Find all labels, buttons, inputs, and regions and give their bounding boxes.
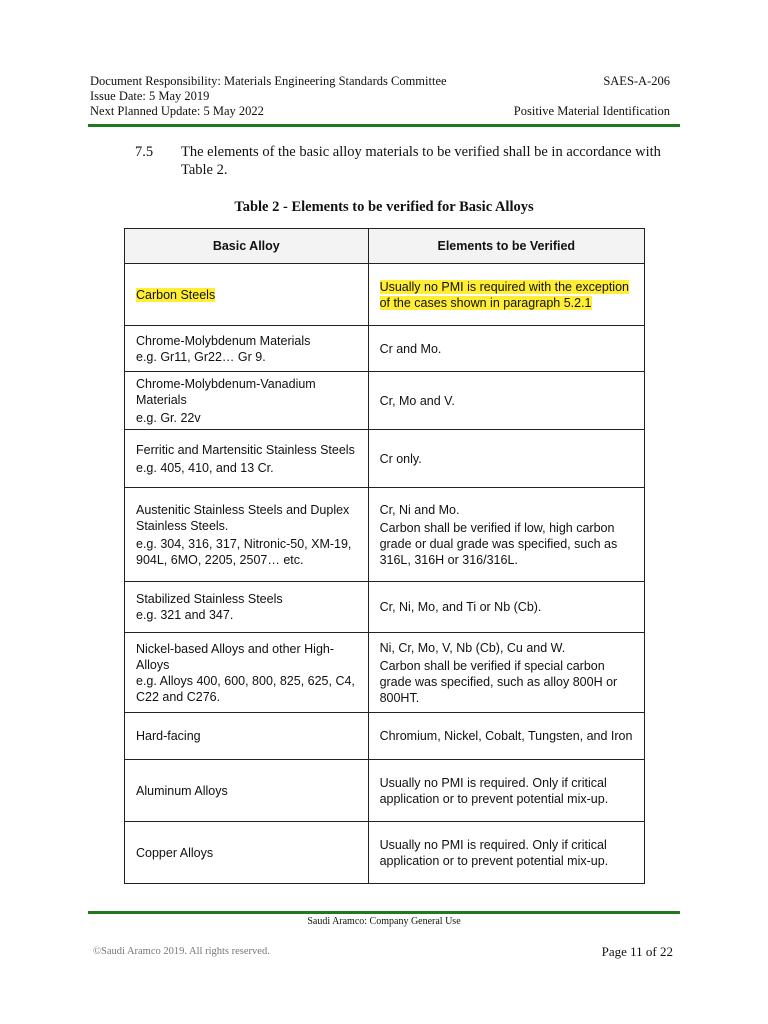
copyright-notice: ©Saudi Aramco 2019. All rights reserved.: [93, 946, 270, 957]
alloy-name: Chrome-Molybdenum-Vanadium Materials: [136, 376, 316, 407]
elements-text: Ni, Cr, Mo, V, Nb (Cb), Cu and W.: [379, 640, 566, 655]
table-row: [125, 326, 645, 372]
elements-cell: [368, 633, 644, 713]
document-id: SAES-A-206: [603, 74, 670, 88]
alloy-examples: e.g. 321 and 347.: [136, 608, 234, 622]
table-row: [125, 582, 645, 633]
alloy-examples: e.g. Alloys 400, 600, 800, 825, 625, C4, C22 and C276.: [136, 673, 355, 704]
column-header-elements: Elements to be Verified: [368, 229, 644, 264]
table-row: [125, 264, 645, 326]
section-number: 7.5: [135, 144, 154, 160]
document-title: Positive Material Identification: [513, 104, 670, 118]
alloy-cell: [125, 822, 369, 884]
elements-cell: [368, 430, 644, 488]
alloy-name: Austenitic Stainless Steels and Duplex Stainless Steels.: [136, 502, 350, 533]
alloy-examples: e.g. 405, 410, and 13 Cr.: [136, 460, 274, 475]
alloys-table: [124, 228, 645, 884]
table-row: [125, 372, 645, 430]
next-planned-update: Next Planned Update: 5 May 2022: [90, 104, 264, 118]
alloy-name: Aluminum Alloys: [136, 783, 228, 798]
elements-text: Cr only.: [379, 451, 422, 466]
alloy-cell: [125, 633, 369, 713]
alloy-cell: [125, 372, 369, 430]
alloy-examples: e.g. Gr. 22v: [136, 410, 201, 425]
classification-label: Saudi Aramco: Company General Use: [307, 916, 461, 927]
page-header: [90, 74, 670, 119]
alloy-name: Copper Alloys: [136, 845, 214, 860]
alloy-cell: [125, 264, 369, 326]
elements-text: Chromium, Nickel, Cobalt, Tungsten, and Iron: [379, 729, 633, 743]
document-responsibility: Document Responsibility: Materials Engineering Standards Committee: [90, 74, 447, 88]
elements-cell: [368, 488, 644, 582]
alloy-name: Carbon Steels: [136, 287, 216, 302]
alloy-cell: [125, 488, 369, 582]
alloy-cell: [125, 326, 369, 372]
alloy-cell: [125, 713, 369, 760]
table-header-row: [125, 229, 645, 264]
elements-cell: [368, 582, 644, 633]
elements-note: Carbon shall be verified if special carbon grade was specified, such as alloy 800H or 800HT.: [379, 658, 618, 705]
issue-date: Issue Date: 5 May 2019: [90, 89, 210, 103]
alloy-name: Ferritic and Martensitic Stainless Steels: [136, 442, 355, 457]
alloy-name: Hard-facing: [136, 729, 201, 743]
elements-cell: [368, 326, 644, 372]
table-row: [125, 430, 645, 488]
elements-text: Cr, Ni and Mo.: [379, 502, 460, 517]
table-row: [125, 822, 645, 884]
footer-divider: [88, 911, 680, 914]
elements-text: Usually no PMI is required. Only if critical application or to prevent potential mix-up.: [379, 775, 609, 806]
table-row: [125, 760, 645, 822]
alloy-cell: [125, 430, 369, 488]
section-text: The elements of the basic alloy materials to be verified shall be in accordance with Table 2.: [181, 144, 661, 178]
elements-cell: [368, 372, 644, 430]
elements-text: Usually no PMI is required. Only if critical application or to prevent potential mix-up.: [379, 837, 609, 868]
elements-cell: [368, 822, 644, 884]
page-number: Page 11 of 22: [601, 944, 673, 959]
table-caption: Table 2 - Elements to be verified for Basic Alloys: [234, 199, 534, 215]
column-header-basic-alloy: Basic Alloy: [125, 229, 369, 264]
elements-text: Cr, Mo and V.: [379, 393, 455, 408]
alloy-cell: [125, 760, 369, 822]
elements-text: Cr, Ni, Mo, and Ti or Nb (Cb).: [379, 600, 542, 614]
alloy-name: Stabilized Stainless Steels: [136, 592, 283, 606]
table-row: [125, 713, 645, 760]
elements-cell: [368, 264, 644, 326]
alloy-name: Chrome-Molybdenum Materials: [136, 333, 311, 348]
elements-text: Usually no PMI is required with the exception of the cases shown in paragraph 5.2.1: [379, 279, 629, 310]
elements-cell: [368, 713, 644, 760]
alloy-examples: e.g. 304, 316, 317, Nitronic-50, XM-19, 904L, 6MO, 2205, 2507… etc.: [136, 536, 352, 567]
table-row: [125, 633, 645, 713]
alloy-examples: e.g. Gr11, Gr22… Gr 9.: [136, 349, 266, 364]
elements-text: Cr and Mo.: [379, 341, 442, 356]
header-divider: [88, 124, 680, 127]
alloy-cell: [125, 582, 369, 633]
elements-cell: [368, 760, 644, 822]
table-row: [125, 488, 645, 582]
alloy-name: Nickel-based Alloys and other High-Alloys: [136, 641, 335, 672]
elements-note: Carbon shall be verified if low, high carbon grade or dual grade was specified, such as 316L, 316H or 316/316L.: [379, 520, 618, 567]
section-7-5: [135, 143, 675, 179]
